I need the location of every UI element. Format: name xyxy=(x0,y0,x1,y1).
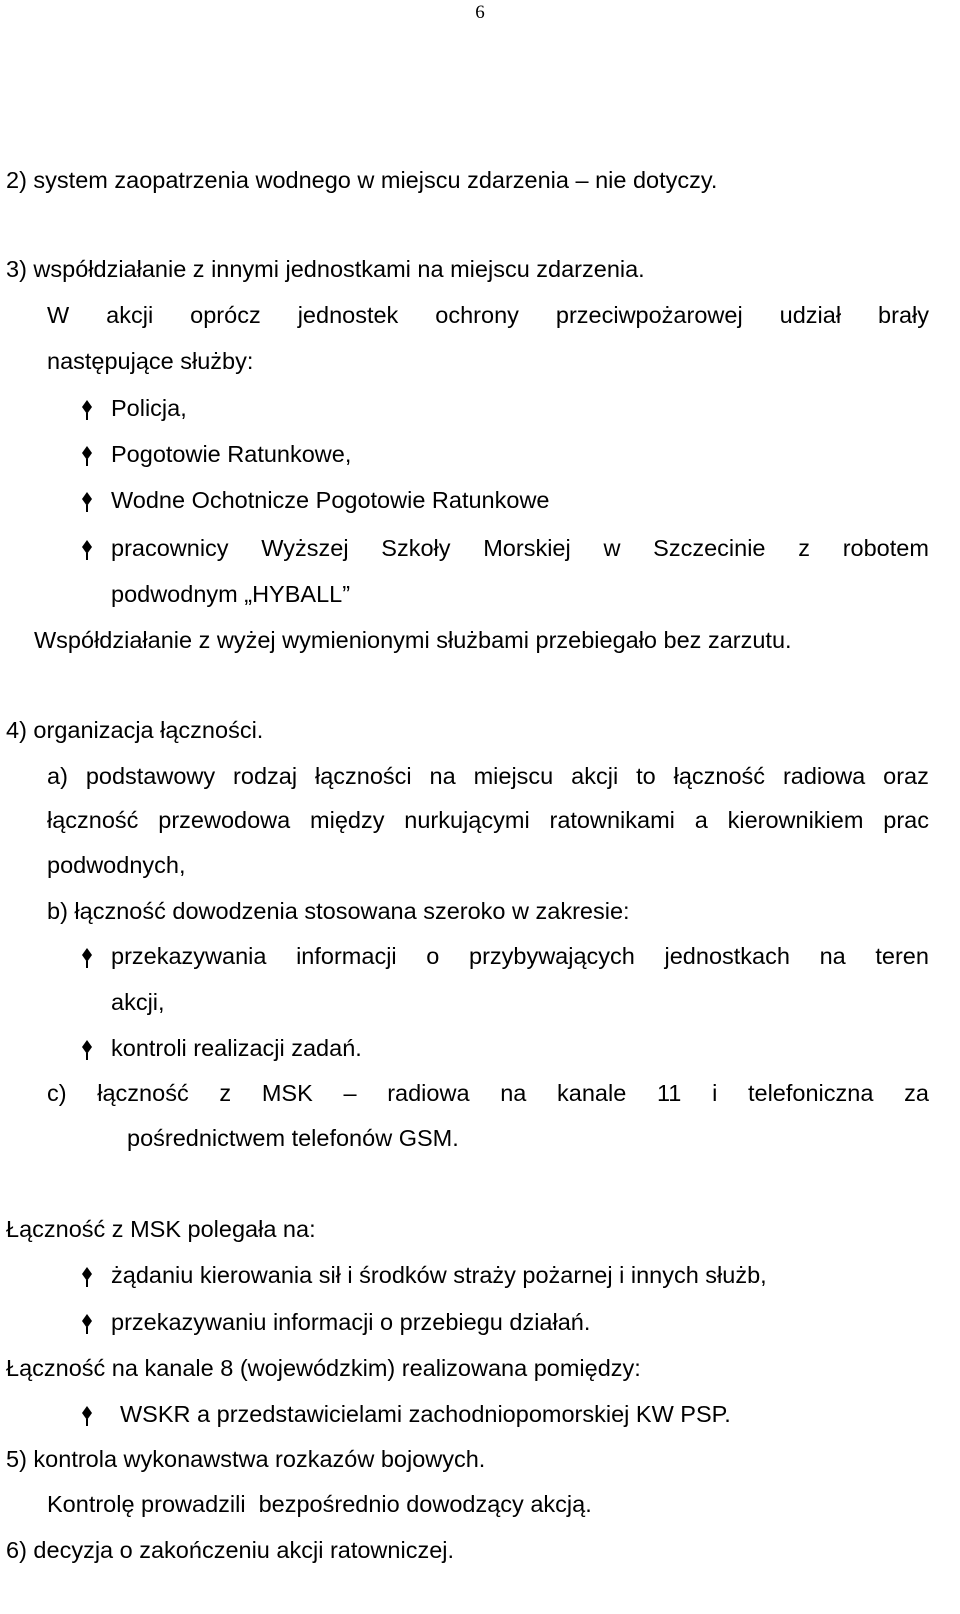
comm-c-line-1 xyxy=(47,1079,929,1107)
word: Morskiej xyxy=(483,535,571,561)
word: przewodowa xyxy=(158,807,291,833)
word: Wyższej xyxy=(261,535,349,561)
diamond-bullet-icon xyxy=(80,947,94,969)
word: na xyxy=(500,1080,527,1106)
list-item-maritime-academy xyxy=(111,534,929,562)
control-statement: Kontrolę prowadzili bezpośrednio dowodzący akcją. xyxy=(47,1491,592,1517)
word: i xyxy=(712,1080,718,1106)
diamond-bullet-icon xyxy=(80,1266,94,1288)
word: jednostkach xyxy=(664,943,790,969)
word: c) xyxy=(47,1080,67,1106)
word: udział xyxy=(779,302,842,328)
diamond-bullet-icon xyxy=(80,445,94,467)
word: W xyxy=(47,302,70,328)
word: ochrony xyxy=(435,302,519,328)
word: podstawowy xyxy=(85,763,216,789)
word: MSK xyxy=(261,1080,313,1106)
word: z xyxy=(798,535,810,561)
word: łączność xyxy=(673,763,766,789)
word: kanale xyxy=(557,1080,627,1106)
list-item-police: Policja, xyxy=(111,395,187,421)
section-4-heading: 4) organizacja łączności. xyxy=(6,717,264,743)
word: o xyxy=(426,943,440,969)
diamond-bullet-icon xyxy=(80,1405,94,1427)
word: radiowa xyxy=(782,763,866,789)
diamond-bullet-icon xyxy=(80,1313,94,1335)
section-2-heading: 2) system zaopatrzenia wodnego w miejscu zdarzenia – nie dotyczy. xyxy=(6,167,718,193)
word: akcji xyxy=(106,302,154,328)
list-item-request-forces: żądaniu kierowania sił i środków straży pożarnej i innych służb, xyxy=(111,1262,767,1288)
word: Szkoły xyxy=(381,535,451,561)
list-item-ambulance: Pogotowie Ratunkowe, xyxy=(111,441,352,467)
word: kierownikiem xyxy=(727,807,864,833)
word: miejscu xyxy=(473,763,554,789)
page-number: 6 xyxy=(475,2,485,23)
word: brały xyxy=(878,302,929,328)
word: ratownikami xyxy=(549,807,675,833)
section-6-heading: 6) decyzja o zakończeniu akcji ratowniczej. xyxy=(6,1537,455,1563)
word: łączności xyxy=(314,763,412,789)
list-item-info-units-cont: akcji, xyxy=(111,989,165,1015)
word: a) xyxy=(47,763,68,789)
word: robotem xyxy=(842,535,929,561)
services-intro-line xyxy=(47,301,929,329)
diamond-bullet-icon xyxy=(80,399,94,421)
list-item-progress-info: przekazywaniu informacji o przebiegu działań. xyxy=(111,1309,591,1335)
comm-a-line-3: podwodnych, xyxy=(47,852,186,878)
word: oprócz xyxy=(190,302,261,328)
word: to xyxy=(636,763,656,789)
word: na xyxy=(429,763,456,789)
list-item-task-control: kontroli realizacji zadań. xyxy=(111,1035,362,1061)
comm-a-line-1 xyxy=(47,762,929,790)
list-item-wopr: Wodne Ochotnicze Pogotowie Ratunkowe xyxy=(111,487,550,513)
section-3-heading: 3) współdziałanie z innymi jednostkami na miejscu zdarzenia. xyxy=(6,256,645,282)
word: nurkującymi xyxy=(404,807,530,833)
msk-comm-heading: Łączność z MSK polegała na: xyxy=(6,1216,316,1242)
word: radiowa xyxy=(387,1080,470,1106)
diamond-bullet-icon xyxy=(80,539,94,561)
word: jednostek xyxy=(297,302,399,328)
word: telefoniczna xyxy=(747,1080,874,1106)
word: między xyxy=(310,807,385,833)
word: informacji xyxy=(296,943,397,969)
comm-a-line-2 xyxy=(47,806,929,834)
word: 11 xyxy=(656,1080,682,1106)
word: Szczecinie xyxy=(653,535,766,561)
section-5-heading: 5) kontrola wykonawstwa rozkazów bojowych. xyxy=(6,1446,486,1472)
cooperation-summary: Współdziałanie z wyżej wymienionymi służbami przebiegało bez zarzutu. xyxy=(34,627,792,653)
comm-b-heading: b) łączność dowodzenia stosowana szeroko w zakresie: xyxy=(47,898,630,924)
diamond-bullet-icon xyxy=(80,1039,94,1061)
list-item-wskr: WSKR a przedstawicielami zachodniopomorskiej KW PSP. xyxy=(120,1401,731,1427)
word: – xyxy=(343,1080,357,1106)
diamond-bullet-icon xyxy=(80,491,94,513)
list-item-info-units xyxy=(111,942,929,970)
word: oraz xyxy=(883,763,929,789)
comm-c-line-2: pośrednictwem telefonów GSM. xyxy=(127,1125,459,1151)
word: przeciwpożarowej xyxy=(555,302,743,328)
word: przybywających xyxy=(469,943,635,969)
word: a xyxy=(694,807,708,833)
word: pracownicy xyxy=(111,535,229,561)
word: rodzaj xyxy=(233,763,298,789)
word: prac xyxy=(883,807,929,833)
word: przekazywania xyxy=(111,943,267,969)
word: łączność xyxy=(97,1080,189,1106)
word: na xyxy=(819,943,846,969)
word: z xyxy=(219,1080,232,1106)
list-item-maritime-academy-cont: podwodnym „HYBALL” xyxy=(111,581,351,607)
word: za xyxy=(904,1080,929,1106)
services-intro-line-2: następujące służby: xyxy=(47,348,254,374)
word: teren xyxy=(875,943,929,969)
word: w xyxy=(603,535,621,561)
channel-8-heading: Łączność na kanale 8 (wojewódzkim) realizowana pomiędzy: xyxy=(6,1355,641,1381)
word: łączność xyxy=(47,807,139,833)
word: akcji xyxy=(571,763,619,789)
